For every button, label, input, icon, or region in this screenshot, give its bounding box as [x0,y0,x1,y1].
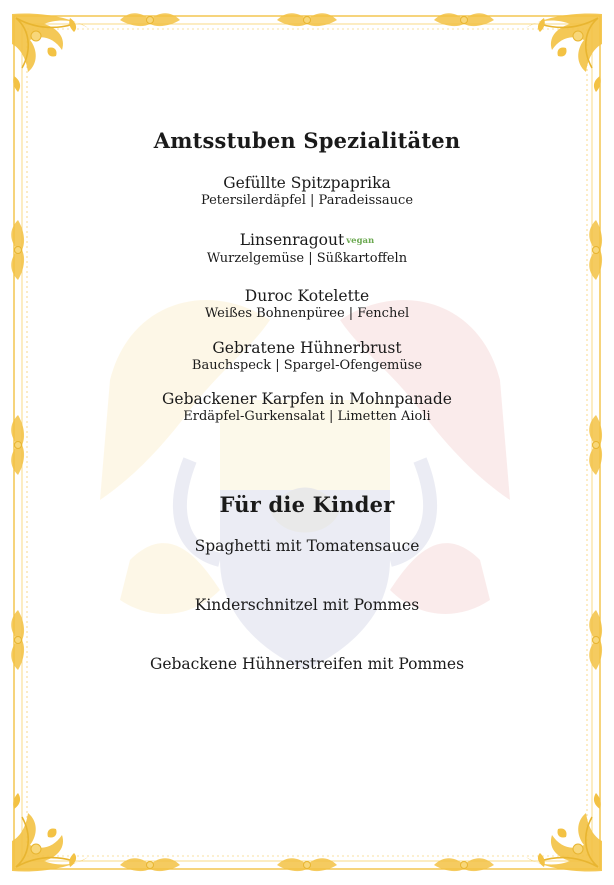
dish-name: Gebratene Hühnerbrust [212,339,402,357]
dish-item [0,231,614,267]
dish-item [0,174,614,209]
dish-name: Duroc Kotelette [244,287,370,305]
section-title-kids: Für die Kinder [219,492,395,517]
dish-name-row [0,231,614,251]
dish-description: Petersilerdäpfel | Paradeissauce [200,193,414,208]
kids-menu-item: Spaghetti mit Tomatensauce [194,537,420,555]
dish-item [0,339,614,374]
dish-description: Erdäpfel-Gurkensalat | Limetten Aioli [183,409,431,424]
dish-item [0,287,614,322]
dish-name: Linsenragout [239,231,345,249]
dish-description: Wurzelgemüse | Süßkartoffeln [206,251,408,266]
dish-item [0,390,614,425]
dish-name: Gefüllte Spitzpaprika [223,174,391,192]
dish-description: Bauchspeck | Spargel-Ofengemüse [191,358,423,373]
section-title-specialties: Amtsstuben Spezialitäten [153,128,461,153]
dish-description: Weißes Bohnenpüree | Fenchel [204,306,410,321]
kids-menu-item: Kinderschnitzel mit Pommes [194,596,420,614]
coat-of-arms-watermark-icon [70,260,540,680]
vegan-tag: vegan [346,236,375,246]
kids-menu-item: Gebackene Hühnerstreifen mit Pommes [149,655,465,673]
dish-name: Gebackener Karpfen in Mohnpanade [162,390,452,408]
